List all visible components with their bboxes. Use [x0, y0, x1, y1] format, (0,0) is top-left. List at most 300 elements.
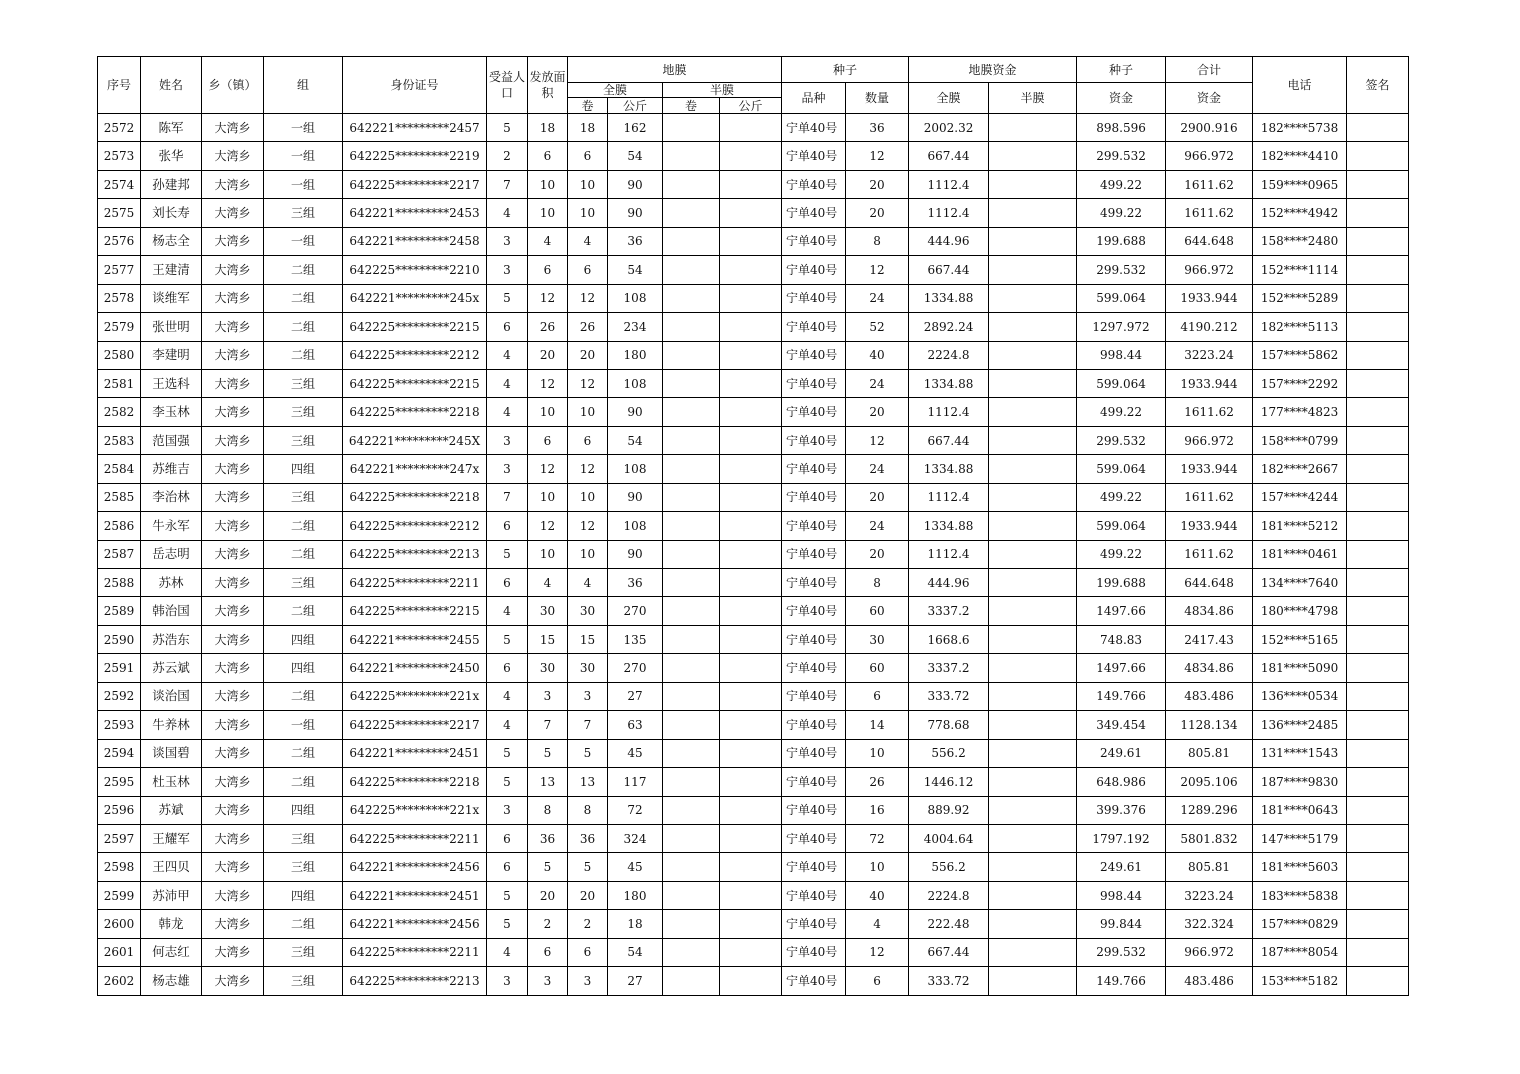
group-cell: 二组: [264, 682, 343, 710]
variety-cell: 宁单40号: [782, 711, 846, 739]
full-film-funds-cell: 778.68: [909, 711, 989, 739]
half-film-funds-cell: [989, 938, 1077, 966]
group-cell: 三组: [264, 426, 343, 454]
half-roll-cell: [663, 597, 720, 625]
id-number-cell: 642221*********245X: [343, 426, 487, 454]
area-cell: 13: [528, 768, 568, 796]
half-kg-cell: [720, 284, 782, 312]
group-cell: 二组: [264, 256, 343, 284]
variety-cell: 宁单40号: [782, 341, 846, 369]
quantity-cell: 12: [846, 426, 909, 454]
quantity-cell: 10: [846, 853, 909, 881]
township-cell: 大湾乡: [202, 967, 264, 995]
beneficiaries-cell: 4: [487, 398, 528, 426]
full-roll-cell: 2: [568, 910, 608, 938]
name-cell: 刘长寿: [141, 199, 202, 227]
area-cell: 12: [528, 284, 568, 312]
half-film-funds-cell: [989, 711, 1077, 739]
township-cell: 大湾乡: [202, 142, 264, 170]
seed-funds-cell: 299.532: [1077, 256, 1166, 284]
phone-cell: 182****2667: [1253, 455, 1347, 483]
signature-cell: [1347, 853, 1409, 881]
beneficiaries-cell: 5: [487, 739, 528, 767]
half-kg-cell: [720, 199, 782, 227]
township-cell: 大湾乡: [202, 597, 264, 625]
group-cell: 三组: [264, 483, 343, 511]
total-funds-cell: 1611.62: [1166, 540, 1253, 568]
signature-cell: [1347, 284, 1409, 312]
seed-funds-cell: 249.61: [1077, 739, 1166, 767]
seq-cell: 2576: [98, 227, 141, 255]
half-roll-cell: [663, 227, 720, 255]
phone-cell: 147****5179: [1253, 824, 1347, 852]
township-cell: 大湾乡: [202, 739, 264, 767]
beneficiaries-cell: 4: [487, 711, 528, 739]
full-film-funds-cell: 1334.88: [909, 369, 989, 397]
full-kg-cell: 180: [608, 881, 663, 909]
total-funds-cell: 966.972: [1166, 256, 1253, 284]
quantity-cell: 36: [846, 114, 909, 142]
id-number-cell: 642221*********247x: [343, 455, 487, 483]
half-kg-cell: [720, 625, 782, 653]
phone-cell: 159****0965: [1253, 170, 1347, 198]
phone-cell: 187****9830: [1253, 768, 1347, 796]
area-cell: 15: [528, 625, 568, 653]
township-cell: 大湾乡: [202, 768, 264, 796]
township-cell: 大湾乡: [202, 199, 264, 227]
phone-cell: 157****4244: [1253, 483, 1347, 511]
group-cell: 一组: [264, 114, 343, 142]
full-kg-cell: 27: [608, 682, 663, 710]
area-cell: 6: [528, 256, 568, 284]
township-cell: 大湾乡: [202, 256, 264, 284]
signature-cell: [1347, 938, 1409, 966]
phone-cell: 152****1114: [1253, 256, 1347, 284]
beneficiaries-cell: 6: [487, 313, 528, 341]
id-number-cell: 642225*********221x: [343, 682, 487, 710]
seq-cell: 2587: [98, 540, 141, 568]
half-roll-cell: [663, 967, 720, 995]
signature-cell: [1347, 398, 1409, 426]
full-kg-cell: 63: [608, 711, 663, 739]
full-kg-cell: 18: [608, 910, 663, 938]
variety-cell: 宁单40号: [782, 540, 846, 568]
variety-cell: 宁单40号: [782, 426, 846, 454]
seed-funds-cell: 1797.192: [1077, 824, 1166, 852]
beneficiaries-cell: 6: [487, 824, 528, 852]
township-cell: 大湾乡: [202, 682, 264, 710]
phone-cell: 177****4823: [1253, 398, 1347, 426]
signature-cell: [1347, 227, 1409, 255]
area-cell: 26: [528, 313, 568, 341]
group-cell: 二组: [264, 739, 343, 767]
table-row: [98, 483, 1409, 511]
group-cell: 二组: [264, 284, 343, 312]
quantity-cell: 14: [846, 711, 909, 739]
half-roll-cell: [663, 313, 720, 341]
half-kg-cell: [720, 483, 782, 511]
group-cell: 一组: [264, 227, 343, 255]
table-row: [98, 597, 1409, 625]
full-film-funds-cell: 667.44: [909, 256, 989, 284]
seq-cell: 2600: [98, 910, 141, 938]
full-roll-cell: 10: [568, 540, 608, 568]
beneficiaries-cell: 4: [487, 341, 528, 369]
table-body: [98, 114, 1409, 996]
name-cell: 谈维军: [141, 284, 202, 312]
beneficiaries-cell: 4: [487, 938, 528, 966]
seed-funds-cell: 1497.66: [1077, 654, 1166, 682]
township-cell: 大湾乡: [202, 796, 264, 824]
area-cell: 4: [528, 227, 568, 255]
table-row: [98, 540, 1409, 568]
half-roll-cell: [663, 682, 720, 710]
half-kg-cell: [720, 910, 782, 938]
seq-cell: 2582: [98, 398, 141, 426]
table-row: [98, 824, 1409, 852]
header-quantity: 数量: [846, 83, 909, 114]
name-cell: 孙建邦: [141, 170, 202, 198]
seq-cell: 2579: [98, 313, 141, 341]
quantity-cell: 60: [846, 597, 909, 625]
total-funds-cell: 966.972: [1166, 938, 1253, 966]
full-film-funds-cell: 333.72: [909, 967, 989, 995]
id-number-cell: 642225*********2218: [343, 768, 487, 796]
township-cell: 大湾乡: [202, 398, 264, 426]
full-film-funds-cell: 1112.4: [909, 398, 989, 426]
full-film-funds-cell: 3337.2: [909, 654, 989, 682]
full-film-funds-cell: 667.44: [909, 426, 989, 454]
table-row: [98, 114, 1409, 142]
table-row: [98, 170, 1409, 198]
area-cell: 5: [528, 739, 568, 767]
full-film-funds-cell: 333.72: [909, 682, 989, 710]
beneficiaries-cell: 5: [487, 625, 528, 653]
total-funds-cell: 1611.62: [1166, 398, 1253, 426]
seq-cell: 2593: [98, 711, 141, 739]
full-kg-cell: 108: [608, 512, 663, 540]
phone-cell: 181****0461: [1253, 540, 1347, 568]
beneficiaries-cell: 3: [487, 426, 528, 454]
signature-cell: [1347, 881, 1409, 909]
variety-cell: 宁单40号: [782, 853, 846, 881]
full-roll-cell: 6: [568, 256, 608, 284]
area-cell: 10: [528, 398, 568, 426]
full-roll-cell: 30: [568, 654, 608, 682]
header-group: 组: [264, 57, 343, 114]
name-cell: 何志红: [141, 938, 202, 966]
header-film-funds: 地膜资金: [909, 57, 1077, 83]
table-row: [98, 398, 1409, 426]
full-roll-cell: 7: [568, 711, 608, 739]
id-number-cell: 642225*********2217: [343, 711, 487, 739]
signature-cell: [1347, 682, 1409, 710]
group-cell: 三组: [264, 369, 343, 397]
variety-cell: 宁单40号: [782, 256, 846, 284]
total-funds-cell: 966.972: [1166, 426, 1253, 454]
id-number-cell: 642225*********2219: [343, 142, 487, 170]
half-film-funds-cell: [989, 227, 1077, 255]
quantity-cell: 40: [846, 341, 909, 369]
id-number-cell: 642225*********2217: [343, 170, 487, 198]
half-film-funds-cell: [989, 796, 1077, 824]
township-cell: 大湾乡: [202, 569, 264, 597]
total-funds-cell: 4190.212: [1166, 313, 1253, 341]
full-kg-cell: 90: [608, 540, 663, 568]
group-cell: 一组: [264, 711, 343, 739]
full-roll-cell: 8: [568, 796, 608, 824]
area-cell: 3: [528, 967, 568, 995]
area-cell: 30: [528, 597, 568, 625]
total-funds-cell: 1933.944: [1166, 455, 1253, 483]
quantity-cell: 24: [846, 369, 909, 397]
signature-cell: [1347, 625, 1409, 653]
half-roll-cell: [663, 341, 720, 369]
name-cell: 陈军: [141, 114, 202, 142]
area-cell: 12: [528, 455, 568, 483]
area-cell: 20: [528, 881, 568, 909]
beneficiaries-cell: 5: [487, 768, 528, 796]
half-film-funds-cell: [989, 654, 1077, 682]
township-cell: 大湾乡: [202, 227, 264, 255]
half-roll-cell: [663, 512, 720, 540]
half-roll-cell: [663, 114, 720, 142]
quantity-cell: 6: [846, 682, 909, 710]
full-film-funds-cell: 222.48: [909, 910, 989, 938]
beneficiaries-cell: 7: [487, 483, 528, 511]
seq-cell: 2597: [98, 824, 141, 852]
header-film: 地膜: [568, 57, 782, 83]
half-film-funds-cell: [989, 910, 1077, 938]
half-film-funds-cell: [989, 341, 1077, 369]
header-total-funds: 资金: [1166, 83, 1253, 114]
variety-cell: 宁单40号: [782, 824, 846, 852]
full-film-funds-cell: 2224.8: [909, 341, 989, 369]
full-roll-cell: 6: [568, 426, 608, 454]
name-cell: 李治林: [141, 483, 202, 511]
full-roll-cell: 15: [568, 625, 608, 653]
seed-funds-cell: 349.454: [1077, 711, 1166, 739]
group-cell: 四组: [264, 455, 343, 483]
phone-cell: 181****0643: [1253, 796, 1347, 824]
quantity-cell: 12: [846, 256, 909, 284]
id-number-cell: 642225*********2215: [343, 313, 487, 341]
half-film-funds-cell: [989, 142, 1077, 170]
half-roll-cell: [663, 881, 720, 909]
seed-funds-cell: 299.532: [1077, 142, 1166, 170]
seq-cell: 2584: [98, 455, 141, 483]
distribution-table: [97, 56, 1409, 996]
quantity-cell: 72: [846, 824, 909, 852]
full-kg-cell: 234: [608, 313, 663, 341]
table-row: [98, 142, 1409, 170]
half-roll-cell: [663, 739, 720, 767]
area-cell: 10: [528, 170, 568, 198]
full-kg-cell: 36: [608, 227, 663, 255]
area-cell: 10: [528, 483, 568, 511]
id-number-cell: 642221*********2451: [343, 739, 487, 767]
half-film-funds-cell: [989, 199, 1077, 227]
half-kg-cell: [720, 426, 782, 454]
seed-funds-cell: 499.22: [1077, 540, 1166, 568]
group-cell: 三组: [264, 199, 343, 227]
half-kg-cell: [720, 369, 782, 397]
seed-funds-cell: 499.22: [1077, 170, 1166, 198]
area-cell: 2: [528, 910, 568, 938]
full-roll-cell: 6: [568, 142, 608, 170]
half-film-funds-cell: [989, 597, 1077, 625]
total-funds-cell: 322.324: [1166, 910, 1253, 938]
area-cell: 5: [528, 853, 568, 881]
header-seed-funds: 资金: [1077, 83, 1166, 114]
area-cell: 6: [528, 142, 568, 170]
name-cell: 牛养林: [141, 711, 202, 739]
seq-cell: 2586: [98, 512, 141, 540]
name-cell: 谈国碧: [141, 739, 202, 767]
half-kg-cell: [720, 512, 782, 540]
total-funds-cell: 2417.43: [1166, 625, 1253, 653]
full-kg-cell: 54: [608, 426, 663, 454]
full-kg-cell: 270: [608, 654, 663, 682]
half-roll-cell: [663, 142, 720, 170]
name-cell: 范国强: [141, 426, 202, 454]
total-funds-cell: 4834.86: [1166, 597, 1253, 625]
township-cell: 大湾乡: [202, 512, 264, 540]
quantity-cell: 20: [846, 483, 909, 511]
township-cell: 大湾乡: [202, 341, 264, 369]
name-cell: 谈治国: [141, 682, 202, 710]
table-row: [98, 455, 1409, 483]
seed-funds-cell: 1297.972: [1077, 313, 1166, 341]
full-kg-cell: 45: [608, 853, 663, 881]
quantity-cell: 8: [846, 227, 909, 255]
half-kg-cell: [720, 881, 782, 909]
phone-cell: 153****5182: [1253, 967, 1347, 995]
variety-cell: 宁单40号: [782, 227, 846, 255]
half-film-funds-cell: [989, 426, 1077, 454]
full-film-funds-cell: 1112.4: [909, 170, 989, 198]
total-funds-cell: 483.486: [1166, 967, 1253, 995]
full-kg-cell: 270: [608, 597, 663, 625]
header-full-roll: 卷: [568, 98, 608, 114]
header-half-roll: 卷: [663, 98, 720, 114]
full-roll-cell: 10: [568, 483, 608, 511]
total-funds-cell: 3223.24: [1166, 881, 1253, 909]
beneficiaries-cell: 5: [487, 881, 528, 909]
seed-funds-cell: 599.064: [1077, 369, 1166, 397]
phone-cell: 158****0799: [1253, 426, 1347, 454]
seq-cell: 2591: [98, 654, 141, 682]
half-roll-cell: [663, 398, 720, 426]
full-film-funds-cell: 1334.88: [909, 455, 989, 483]
header-name: 姓名: [141, 57, 202, 114]
phone-cell: 157****5862: [1253, 341, 1347, 369]
half-roll-cell: [663, 768, 720, 796]
header-seed-funds-top: 种子: [1077, 57, 1166, 83]
full-roll-cell: 20: [568, 881, 608, 909]
full-kg-cell: 117: [608, 768, 663, 796]
header-signature: 签名: [1347, 57, 1409, 114]
seed-funds-cell: 1497.66: [1077, 597, 1166, 625]
quantity-cell: 10: [846, 739, 909, 767]
half-kg-cell: [720, 540, 782, 568]
signature-cell: [1347, 569, 1409, 597]
signature-cell: [1347, 967, 1409, 995]
half-roll-cell: [663, 569, 720, 597]
variety-cell: 宁单40号: [782, 569, 846, 597]
group-cell: 三组: [264, 824, 343, 852]
total-funds-cell: 4834.86: [1166, 654, 1253, 682]
area-cell: 12: [528, 369, 568, 397]
half-roll-cell: [663, 824, 720, 852]
full-kg-cell: 36: [608, 569, 663, 597]
half-roll-cell: [663, 170, 720, 198]
table-row: [98, 739, 1409, 767]
seq-cell: 2580: [98, 341, 141, 369]
full-film-funds-cell: 2224.8: [909, 881, 989, 909]
half-film-funds-cell: [989, 313, 1077, 341]
area-cell: 12: [528, 512, 568, 540]
half-film-funds-cell: [989, 625, 1077, 653]
id-number-cell: 642221*********2453: [343, 199, 487, 227]
quantity-cell: 20: [846, 199, 909, 227]
name-cell: 韩龙: [141, 910, 202, 938]
name-cell: 杨志全: [141, 227, 202, 255]
table-row: [98, 569, 1409, 597]
full-kg-cell: 108: [608, 455, 663, 483]
half-roll-cell: [663, 426, 720, 454]
total-funds-cell: 1933.944: [1166, 369, 1253, 397]
full-kg-cell: 54: [608, 938, 663, 966]
header-half-film: 半膜: [663, 83, 782, 98]
total-funds-cell: 644.648: [1166, 569, 1253, 597]
beneficiaries-cell: 4: [487, 597, 528, 625]
name-cell: 李玉林: [141, 398, 202, 426]
seed-funds-cell: 499.22: [1077, 483, 1166, 511]
half-film-funds-cell: [989, 483, 1077, 511]
full-roll-cell: 30: [568, 597, 608, 625]
full-film-funds-cell: 1112.4: [909, 199, 989, 227]
half-film-funds-cell: [989, 398, 1077, 426]
half-kg-cell: [720, 768, 782, 796]
signature-cell: [1347, 313, 1409, 341]
half-kg-cell: [720, 170, 782, 198]
header-id-number: 身份证号: [343, 57, 487, 114]
half-film-funds-cell: [989, 512, 1077, 540]
group-cell: 二组: [264, 512, 343, 540]
seed-funds-cell: 998.44: [1077, 881, 1166, 909]
phone-cell: 181****5212: [1253, 512, 1347, 540]
id-number-cell: 642221*********2458: [343, 227, 487, 255]
area-cell: 20: [528, 341, 568, 369]
half-film-funds-cell: [989, 739, 1077, 767]
half-roll-cell: [663, 483, 720, 511]
group-cell: 二组: [264, 597, 343, 625]
id-number-cell: 642225*********2213: [343, 540, 487, 568]
group-cell: 一组: [264, 142, 343, 170]
seed-funds-cell: 249.61: [1077, 853, 1166, 881]
header-variety: 品种: [782, 83, 846, 114]
beneficiaries-cell: 4: [487, 369, 528, 397]
seed-funds-cell: 199.688: [1077, 227, 1166, 255]
seed-funds-cell: 599.064: [1077, 455, 1166, 483]
seq-cell: 2577: [98, 256, 141, 284]
total-funds-cell: 1611.62: [1166, 170, 1253, 198]
seed-funds-cell: 599.064: [1077, 284, 1166, 312]
beneficiaries-cell: 4: [487, 199, 528, 227]
area-cell: 36: [528, 824, 568, 852]
header-township: 乡（镇）: [202, 57, 264, 114]
